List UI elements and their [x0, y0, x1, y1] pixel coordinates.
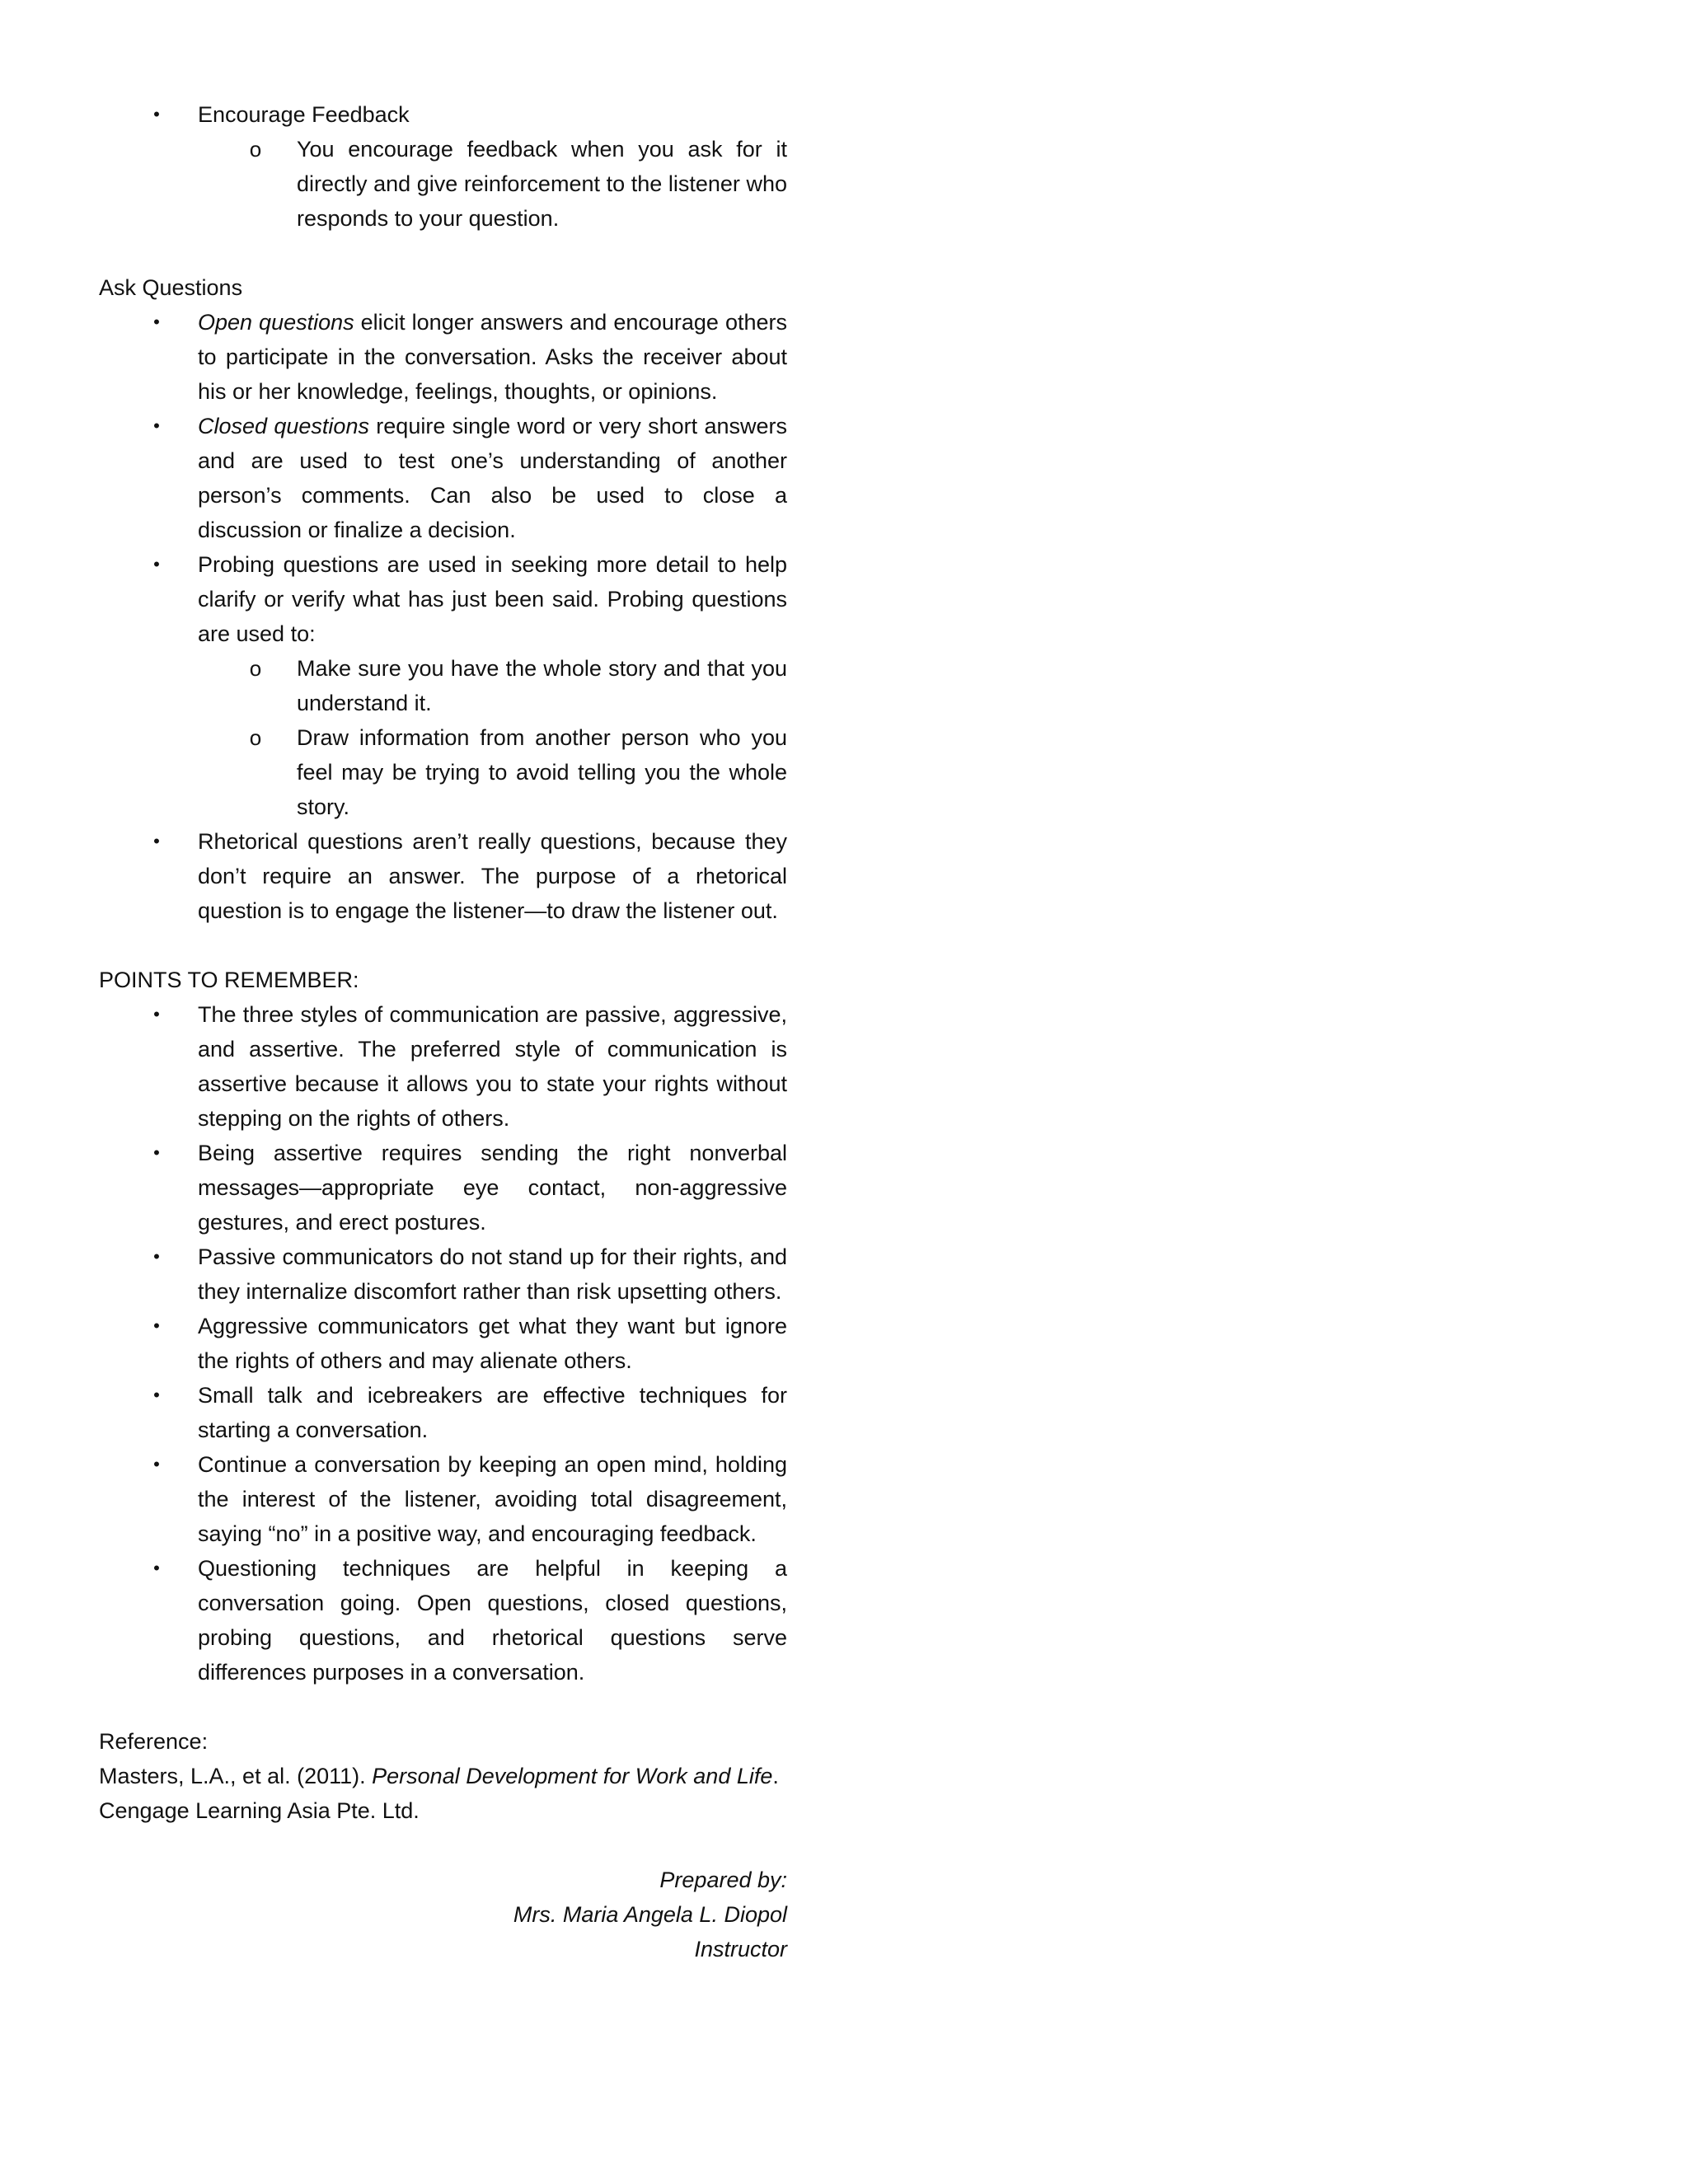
- reference-period: .: [772, 1764, 779, 1788]
- term-closed-questions: Closed questions: [198, 414, 369, 438]
- bullet-icon: •: [153, 104, 160, 124]
- feedback-list: [99, 97, 787, 236]
- list-item: [99, 1378, 787, 1447]
- circle-bullet-icon: o: [249, 656, 262, 681]
- list-item: [99, 1309, 787, 1378]
- probing-questions-text: Probing questions are used in seeking more detail to help clarify or verify what has just been said. Probing questions are used to:: [198, 552, 787, 646]
- bullet-icon: •: [153, 831, 160, 851]
- bullet-icon: •: [153, 1315, 160, 1336]
- points-list: [99, 997, 787, 1690]
- bullet-icon: •: [153, 1558, 160, 1578]
- bullet-icon: •: [153, 1246, 160, 1267]
- ask-questions-list: [99, 305, 787, 928]
- instructor-name: Mrs. Maria Angela L. Diopol: [513, 1902, 787, 1927]
- instructor-role: Instructor: [694, 1937, 787, 1961]
- circle-bullet-icon: o: [249, 725, 262, 750]
- bullet-icon: •: [153, 1385, 160, 1405]
- points-heading: POINTS TO REMEMBER:: [99, 968, 359, 992]
- bullet-icon: •: [153, 554, 160, 574]
- point-text: Small talk and icebreakers are effective techniques for starting a conversation.: [198, 1383, 787, 1442]
- point-text: The three styles of communication are passive, aggressive, and assertive. The preferred style of communication is assertive because it allows you to state your rights without stepping on the rights of others.: [198, 1002, 787, 1131]
- bullet-icon: •: [153, 312, 160, 332]
- list-item: [198, 651, 787, 720]
- bullet-icon: •: [153, 1454, 160, 1474]
- point-text: Questioning techniques are helpful in keeping a conversation going. Open questions, closed questions, probing questions, and rhetorical questions serve differences purposes in a conversation.: [198, 1556, 787, 1685]
- point-text: Continue a conversation by keeping an open mind, holding the interest of the listener, avoiding total disagreement, saying “no” in a positive way, and encouraging feedback.: [198, 1452, 787, 1546]
- reference-authors: Masters, L.A., et al. (2011).: [99, 1764, 373, 1788]
- list-item: [99, 1240, 787, 1309]
- list-item: [99, 1136, 787, 1240]
- bullet-icon: •: [153, 1142, 160, 1163]
- feedback-sub-item: [198, 132, 787, 236]
- list-item: [99, 305, 787, 409]
- bullet-icon: •: [153, 1004, 160, 1024]
- feedback-detail: You encourage feedback when you ask for it directly and give reinforcement to the listener who responds to your question.: [297, 137, 787, 231]
- reference-publisher: Cengage Learning Asia Pte. Ltd.: [99, 1798, 420, 1823]
- reference-book-title: Personal Development for Work and Life: [372, 1764, 773, 1788]
- document-page: [99, 97, 787, 1966]
- point-text: Passive communicators do not stand up for their rights, and they internalize discomfort rather than risk upsetting others.: [198, 1244, 787, 1304]
- open-questions-text: elicit longer answers and encourage others to participate in the conversation. Asks the receiver about his or her knowledge, feelings, thoughts, or opinions.: [198, 310, 787, 404]
- probing-sub-text: Draw information from another person who you feel may be trying to avoid telling you the whole story.: [297, 725, 787, 819]
- probing-sub-text: Make sure you have the whole story and that you understand it.: [297, 656, 787, 715]
- list-item: [99, 1551, 787, 1690]
- term-open-questions: Open questions: [198, 310, 354, 335]
- signature-block: [99, 1863, 787, 1966]
- reference-citation: [99, 1759, 787, 1793]
- closed-questions-text: require single word or very short answers and are used to test one’s understanding of another person’s comments. Can also be used to close a discussion or finalize a decision.: [198, 414, 787, 542]
- list-item: [99, 1447, 787, 1551]
- list-item: [99, 824, 787, 928]
- circle-bullet-icon: o: [249, 137, 262, 162]
- prepared-by-label: Prepared by:: [659, 1868, 787, 1892]
- rhetorical-questions-text: Rhetorical questions aren’t really questions, because they don’t require an answer. The purpose of a rhetorical question is to engage the listener—to draw the listener out.: [198, 829, 787, 923]
- point-text: Being assertive requires sending the right nonverbal messages—appropriate eye contact, non-aggressive gestures, and erect postures.: [198, 1141, 787, 1235]
- bullet-icon: •: [153, 415, 160, 436]
- feedback-item: [99, 97, 787, 236]
- list-item: [198, 720, 787, 824]
- list-item: [99, 547, 787, 824]
- probing-sub-list: [198, 651, 787, 824]
- reference-label: Reference:: [99, 1729, 209, 1754]
- point-text: Aggressive communicators get what they want but ignore the rights of others and may alienate others.: [198, 1314, 787, 1373]
- list-item: [99, 409, 787, 547]
- ask-questions-heading: Ask Questions: [99, 275, 243, 300]
- list-item: [99, 997, 787, 1136]
- feedback-sub-list: [198, 132, 787, 236]
- feedback-title: Encourage Feedback: [198, 102, 410, 127]
